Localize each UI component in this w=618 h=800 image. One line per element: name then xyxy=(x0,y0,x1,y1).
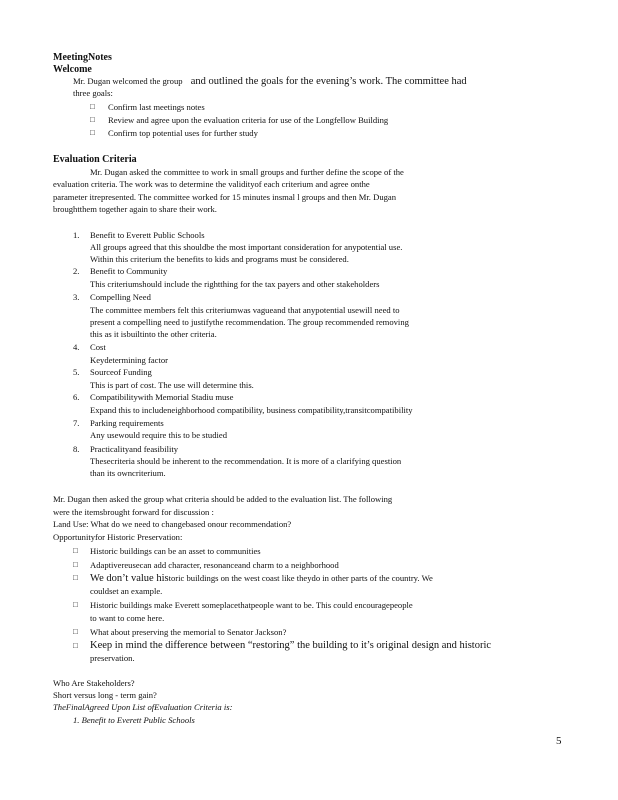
criteria-item-number: 2. xyxy=(73,266,80,276)
welcome-bullet: Review and agree upon the evaluation criteria for use of the Longfellow Building xyxy=(108,115,389,125)
criteria-item-line: this as it isbuiltinto the other criteria. xyxy=(90,329,217,339)
added-bullet-line: Historic buildings make Everett someplacethatpeople want to be. This could encouragepeople xyxy=(90,600,413,610)
criteria-item-line: The committee members felt this criteriumwas vagueand that anypotential usewill need to xyxy=(90,305,400,315)
bullet-icon: □ xyxy=(73,546,78,555)
criteria-item-line: All groups agreed that this shouldbe the most important consideration for anypotential use. xyxy=(90,242,403,252)
meeting-notes-title: MeetingNotes xyxy=(53,52,112,63)
criteria-item-title: Cost xyxy=(90,342,106,352)
added-bullet-rest: toric buildings on the west coast like theydo in other parts of the country. We xyxy=(168,573,433,583)
bullet-icon: □ xyxy=(90,128,95,137)
bullet-icon: □ xyxy=(73,641,78,650)
added-bullet-line: couldset an example. xyxy=(90,586,163,596)
added-para-line: were the itemsbrought forward for discussion : xyxy=(53,507,214,517)
term-gain-line: Short versus long - term gain? xyxy=(53,690,157,700)
added-bullet-line: to want to come here. xyxy=(90,613,165,623)
criteria-item-number: 7. xyxy=(73,418,80,428)
stakeholders-line: Who Are Stakeholders? xyxy=(53,678,135,688)
evaluation-para-line: Mr. Dugan asked the committee to work in small groups and further define the scope of the xyxy=(90,167,404,177)
criteria-item-title: Practicalityand feasibility xyxy=(90,444,179,454)
criteria-item-line: Any usewould require this to be studied xyxy=(90,430,228,440)
added-bullet-lead: We don’t value his xyxy=(90,573,169,584)
criteria-item-number: 8. xyxy=(73,444,80,454)
criteria-item-title: Parking requirements xyxy=(90,418,164,428)
criteria-item-line: Thesecriteria should be inherent to the recommendation. It is more of a clarifying question xyxy=(90,456,402,466)
criteria-item-title: Compatibilitywith Memorial Stadiu muse xyxy=(90,392,234,402)
criteria-item-line: Within this criterium the benefits to kids and programs must be considered. xyxy=(90,254,349,264)
evaluation-para-line: evaluation criteria. The work was to determine the validityof each criterium and agree onthe xyxy=(53,179,370,189)
criteria-item-number: 1. xyxy=(73,230,80,240)
criteria-item-line: Keydetermining factor xyxy=(90,355,169,365)
bullet-icon: □ xyxy=(73,573,78,582)
final-agreed-line: TheFinalAgreed Upon List ofEvaluation Criteria is: xyxy=(53,702,233,712)
added-bullet-line: Historic buildings can be an asset to communities xyxy=(90,546,261,556)
criteria-item-number: 5. xyxy=(73,367,80,377)
criteria-item-number: 3. xyxy=(73,292,80,302)
added-bullet-line: What about preserving the memorial to Senator Jackson? xyxy=(90,627,287,637)
welcome-intro-big: and outlined the goals for the evening’s work. The committee had xyxy=(190,76,467,87)
criteria-item-line: than its owncriterium. xyxy=(90,468,166,478)
criteria-item-line: present a compelling need to justifythe recommendation. The group recommended removing xyxy=(90,317,409,327)
bullet-icon: □ xyxy=(73,600,78,609)
evaluation-criteria-heading: Evaluation Criteria xyxy=(53,154,137,165)
criteria-item-line: Expand this to includeneighborhood compatibility, business compatibility,transitcompatibility xyxy=(90,405,413,415)
evaluation-para-line: parameter itrepresented. The committee worked for 15 minutes insmal l groups and then Mr. Dugan xyxy=(53,192,397,202)
welcome-bullet: Confirm top potential uses for further study xyxy=(108,128,258,138)
added-para-line: Land Use: What do we need to changebased onour recommendation? xyxy=(53,519,292,529)
evaluation-para-line: broughtthem together again to share their work. xyxy=(53,204,217,214)
bullet-icon: □ xyxy=(73,560,78,569)
criteria-item-line: This is part of cost. The use will determine this. xyxy=(90,380,254,390)
criteria-item-number: 6. xyxy=(73,392,80,402)
criteria-item-number: 4. xyxy=(73,342,80,352)
welcome-heading: Welcome xyxy=(53,64,92,75)
bullet-icon: □ xyxy=(73,627,78,636)
added-bullet-line: preservation. xyxy=(90,653,135,663)
added-para-line: Opportunityfor Historic Preservation: xyxy=(53,532,183,542)
welcome-intro xyxy=(73,76,467,87)
criteria-item-title: Compelling Need xyxy=(90,292,151,302)
page-number: 5 xyxy=(556,735,562,747)
welcome-intro-small: Mr. Dugan welcomed the group xyxy=(73,76,183,86)
added-para-line: Mr. Dugan then asked the group what criteria should be added to the evaluation list. The following xyxy=(53,494,393,504)
added-bullet-line xyxy=(90,573,433,584)
criteria-item-title: Sourceof Funding xyxy=(90,367,152,377)
bullet-icon: □ xyxy=(90,115,95,124)
final-item-line: 1. Benefit to Everett Public Schools xyxy=(73,715,195,725)
welcome-bullet: Confirm last meetings notes xyxy=(108,102,205,112)
criteria-item-line: This criteriumshould include the rightthing for the tax payers and other stakeholders xyxy=(90,279,380,289)
welcome-intro-cont: three goals: xyxy=(73,88,113,98)
criteria-item-title: Benefit to Everett Public Schools xyxy=(90,230,205,240)
bullet-icon: □ xyxy=(90,102,95,111)
added-bullet-line: Keep in mind the difference between “restoring” the building to it’s original design and historic xyxy=(90,640,492,651)
added-bullet-line: Adaptivereusecan add character, resonanceand charm to a neighborhood xyxy=(90,560,339,570)
criteria-item-title: Benefit to Community xyxy=(90,266,168,276)
